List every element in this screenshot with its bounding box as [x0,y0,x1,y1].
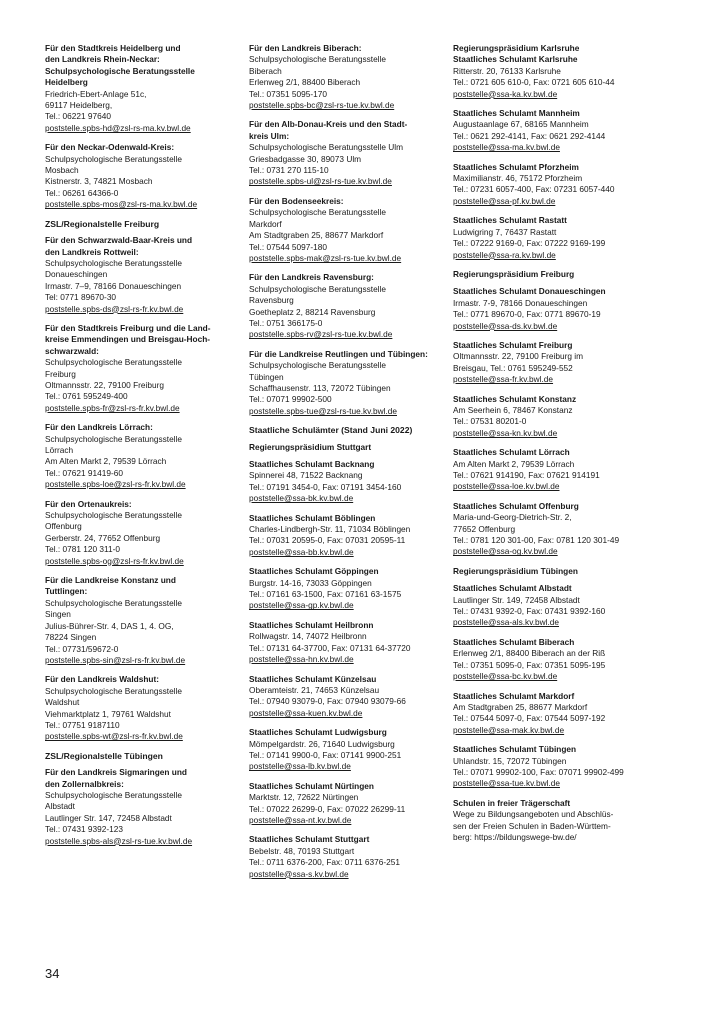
email-link[interactable]: poststelle.spbs-mos@zsl-rs-ma.kv.bwl.de [45,199,198,210]
entry-address: Schulpsychologische Beratungsstelle Albstadt Lautlinger Str. 147, 72458 Albstadt Tel.: 07431 9392-123 [45,789,182,835]
entry-title: Staatliches Schulamt Lörrach [453,447,570,458]
entry-title: Staatliches Schulamt Backnang [249,459,375,469]
contact-entry [249,781,434,827]
entry-address: Mömpelgardstr. 26, 71640 Ludwigsburg Tel.: 07141 9900-0, Fax: 07141 9900-251 [249,738,402,760]
entry-address: Wege zu Bildungsangeboten und Abschlüs- sen der Freien Schulen in Baden-Württem- berg: https://bildungswege-bw.de/ [453,809,614,842]
entry-address: Ludwigring 7, 76437 Rastatt Tel.: 07222 9169-0, Fax: 07222 9169-199 [453,226,606,249]
entry-address: Schulpsychologische Beratungsstelle Biberach Erlenweg 2/1, 88400 Biberach Tel.: 07351 5095-170 [249,54,386,99]
entry-address: Schulpsychologische Beratungsstelle Offenburg Gerberstr. 24, 77652 Offenburg Tel.: 0781 120 311-0 [45,510,182,555]
entry-title: Für die Landkreise Reutlingen und Tübingen: [249,348,428,359]
entry-address: Augustaanlage 67, 68165 Mannheim Tel.: 0621 292-4141, Fax: 0621 292-4144 [453,119,606,141]
column-1 [45,43,225,855]
entry-address: Oberamteistr. 21, 74653 Künzelsau Tel.: 07940 93079-0, Fax: 07940 93079-66 [249,684,406,707]
entry-title: Für den Landkreis Ravensburg: [249,272,374,283]
email-link[interactable]: poststelle@ssa-og.kv.bwl.de [453,546,558,557]
entry-address: Oltmannsstr. 22, 79100 Freiburg im Breisgau, Tel.: 0761 595249-552 [453,351,584,373]
email-link[interactable]: poststelle@ssa-loe.kv.bwl.de [453,481,560,492]
email-link[interactable]: poststelle.spbs-og@zsl-rs-fr.kv.bwl.de [45,555,184,566]
entry-title: Staatliches Schulamt Tübingen [453,744,577,755]
entry-address: Lautlinger Str. 149, 72458 Albstadt Tel.: 07431 9392-0, Fax: 07431 9392-160 [453,594,606,617]
email-link[interactable]: poststelle.spbs-ds@zsl-rs-fr.kv.bwl.de [45,303,184,314]
contact-entry [45,235,225,315]
entry-title: Für den Landkreis Biberach: [249,43,362,53]
email-link[interactable]: poststelle@ssa-tue.kv.bwl.de [453,778,560,789]
contact-entry [453,215,643,261]
entry-title: Staatliches Schulamt Markdorf [453,690,575,701]
page-number: 34 [45,966,60,981]
entry-title: Für den Landkreis Sigmaringen und den Zollernalbkreis: [45,767,187,789]
entry-address: Friedrich-Ebert-Anlage 51c, 69117 Heidelberg, Tel.: 06221 97640 [45,88,147,122]
entry-title: Staatliches Schulamt Biberach [453,636,575,647]
email-link[interactable]: poststelle@ssa-lb.kv.bwl.de [249,761,351,772]
entry-address: Rollwagstr. 14, 74072 Heilbronn Tel.: 07131 64-37700, Fax: 07131 64-37720 [249,631,411,653]
entry-title: Für den Alb-Donau-Kreis und den Stadt- kreis Ulm: [249,119,408,141]
contact-entry [453,108,643,154]
entry-address: Maria-und-Georg-Dietrich-Str. 2, 77652 Offenburg Tel.: 0781 120 301-00, Fax: 0781 120 301-49 [453,512,620,546]
email-link[interactable]: poststelle.spbs-ul@zsl-rs-tue.kv.bwl.de [249,176,392,187]
entry-address: Schulpsychologische Beratungsstelle Markdorf Am Stadtgraben 25, 88677 Markdorf Tel.: 07544 5097-180 [249,207,386,252]
email-link[interactable]: poststelle@ssa-ka.kv.bwl.de [453,88,558,99]
entry-title: Staatliches Schulamt Göppingen [249,566,379,577]
entry-title: Staatliches Schulamt Donaueschingen [453,286,606,297]
entry-title: Staatliches Schulamt Albstadt [453,583,572,594]
email-link[interactable]: poststelle.spbs-hd@zsl-rs-ma.kv.bwl.de [45,122,191,133]
contact-entry [453,286,643,332]
email-link[interactable]: poststelle@ssa-hn.kv.bwl.de [249,654,354,665]
entry-title: Staatliches Schulamt Nürtingen [249,780,374,791]
section-heading: ZSL/Regionalstelle Freiburg [45,218,160,229]
email-link[interactable]: poststelle.spbs-fr@zsl-rs-fr.kv.bwl.de [45,402,180,413]
entry-title: Regierungspräsidium Karlsruhe Staatliches Schulamt Karlsruhe [453,43,580,65]
entry-address: Spinnerei 48, 71522 Backnang Tel.: 07191 3454-0, Fax: 07191 3454-160 [249,470,402,492]
contact-entry [45,323,225,414]
contact-entry [249,674,434,720]
email-link[interactable]: poststelle@ssa-als.kv.bwl.de [453,617,560,628]
email-link[interactable]: poststelle@ssa-bk.kv.bwl.de [249,493,354,504]
entry-address: Schulpsychologische Beratungsstelle Tübingen Schaffhausenstr. 113, 72072 Tübingen Tel.: 07071 99902-500 [249,360,391,405]
email-link[interactable]: poststelle.spbs-als@zsl-rs-tue.kv.bwl.de [45,835,193,846]
contact-entry [453,583,643,629]
contact-entry [249,459,434,505]
email-link[interactable]: poststelle@ssa-kn.kv.bwl.de [453,427,558,438]
entry-title: Für den Ortenaukreis: [45,498,132,509]
email-link[interactable]: poststelle.spbs-wt@zsl-rs-fr.kv.bwl.de [45,731,183,742]
entry-address: Bebelstr. 48, 70193 Stuttgart Tel.: 0711 6376-200, Fax: 0711 6376-251 [249,845,400,868]
entry-address: Schulpsychologische Beratungsstelle Ravensburg Goetheplatz 2, 88214 Ravensburg Tel.: 0751 366175-0 [249,283,386,328]
contact-entry [453,744,643,790]
entry-title: Für den Stadtkreis Freiburg und die Land- kreise Emmendingen und Breisgau-Hoch- schwarzwald: [45,322,211,356]
entry-address: Irmastr. 7-9, 78166 Donaueschingen Tel.: 0771 89670-0, Fax: 0771 89670-19 [453,297,601,320]
entry-address: Maximilianstr. 46, 75172 Pforzheim Tel.: 07231 6057-400, Fax: 07231 6057-440 [453,173,615,195]
entry-title: Für die Landkreise Konstanz und Tuttlingen: [45,575,176,597]
contact-entry [249,834,434,880]
email-link[interactable]: poststelle.spbs-loe@zsl-rs-fr.kv.bwl.de [45,479,186,490]
contact-entry [453,447,643,493]
email-link[interactable]: poststelle@ssa-ds.kv.bwl.de [453,320,558,331]
contact-entry [45,422,225,490]
entry-title: Staatliches Schulamt Böblingen [249,512,376,523]
entry-address: Schulpsychologische Beratungsstelle Ulm Griesbadgasse 30, 89073 Ulm Tel.: 0731 270 115-10 [249,142,404,176]
region-heading: Regierungspräsidium Tübingen [453,565,578,576]
email-link[interactable]: poststelle@ssa-bb.kv.bwl.de [249,546,354,557]
region-heading: Regierungspräsidium Freiburg [453,268,575,279]
entry-address: Burgstr. 14-16, 73033 Göppingen Tel.: 07161 63-1500, Fax: 07161 63-1575 [249,577,402,600]
email-link[interactable]: poststelle.spbs-tue@zsl-rs-tue.kv.bwl.de [249,405,397,416]
entry-title: Für den Stadtkreis Heidelberg und den Landkreis Rhein-Neckar: Schulpsychologische Beratungsstelle Heidelberg [45,43,195,88]
entry-title: Staatliches Schulamt Künzelsau [249,673,377,684]
contact-entry [249,272,434,340]
entry-title: Für den Bodenseekreis: [249,195,344,206]
entry-address: Am Alten Markt 2, 79539 Lörrach Tel.: 07621 914190, Fax: 07621 914191 [453,458,600,480]
email-link[interactable]: poststelle@ssa-s.kv.bwl.de [249,868,349,879]
entry-title: Für den Landkreis Waldshut: [45,674,160,685]
region-heading: Regierungspräsidium Stuttgart [249,441,372,452]
contact-entry [249,620,434,666]
entry-title: Staatliches Schulamt Stuttgart [249,834,370,845]
email-link[interactable]: poststelle@ssa-bc.kv.bwl.de [453,671,558,682]
email-link[interactable]: poststelle.spbs-rv@zsl-rs-tue.kv.bwl.de [249,329,393,340]
email-link[interactable]: poststelle@ssa-ra.kv.bwl.de [453,249,556,260]
contact-entry [45,767,225,847]
entry-address: Am Seerhein 6, 78467 Konstanz Tel.: 07531 80201-0 [453,404,573,427]
entry-title: Staatliches Schulamt Mannheim [453,108,580,119]
contact-entry [453,162,643,208]
entry-title: Staatliches Schulamt Heilbronn [249,619,374,630]
contact-entry [453,394,643,440]
entry-title: Staatliches Schulamt Freiburg [453,339,573,350]
contact-entry [453,43,643,100]
contact-entry [249,513,434,559]
entry-address: Am Stadtgraben 25, 88677 Markdorf Tel.: 07544 5097-0, Fax: 07544 5097-192 [453,701,606,724]
entry-title: Staatliches Schulamt Rastatt [453,215,567,226]
contact-entry [45,575,225,666]
email-link[interactable]: poststelle.spbs-sin@zsl-rs-fr.kv.bwl.de [45,654,186,665]
contact-entry [453,501,643,558]
email-link[interactable]: poststelle@ssa-mak.kv.bwl.de [453,724,565,735]
email-link[interactable]: poststelle@ssa-gp.kv.bwl.de [249,600,354,611]
contact-entry [45,499,225,567]
contact-entry [249,727,434,773]
contact-entry [249,119,434,187]
contact-entry [249,566,434,612]
entry-address: Schulpsychologische Beratungsstelle Freiburg Oltmannsstr. 22, 79100 Freiburg Tel.: 0761 595249-400 [45,357,182,402]
email-link[interactable]: poststelle@ssa-pf.kv.bwl.de [453,195,556,206]
section-heading: Staatliche Schulämter (Stand Juni 2022) [249,425,413,436]
entry-address: Charles-Lindbergh-Str. 11, 71034 Böblingen Tel.: 07031 20595-0, Fax: 07031 20595-11 [249,524,411,546]
contact-entry [453,798,643,844]
entry-title: Staatliches Schulamt Konstanz [453,393,577,404]
entry-title: Für den Neckar-Odenwald-Kreis: [45,142,175,153]
entry-address: Schulpsychologische Beratungsstelle Donaueschingen Irmastr. 7–9, 78166 Donaueschingen Tel: 0771 89670-30 [45,257,182,303]
entry-title: Für den Schwarzwald-Baar-Kreis und den Landkreis Rottweil: [45,235,193,257]
entry-address: Ritterstr. 20, 76133 Karlsruhe Tel.: 0721 605 610-0, Fax: 0721 605 610-44 [453,65,615,88]
entry-address: Schulpsychologische Beratungsstelle Mosbach Kistnerstr. 3, 74821 Mosbach Tel.: 06261 64366-0 [45,153,182,198]
section-heading: ZSL/Regionalstelle Tübingen [45,750,163,761]
contact-entry [45,142,225,210]
entry-title: Schulen in freier Trägerschaft [453,797,571,808]
email-link[interactable]: poststelle.spbs-mak@zsl-rs-tue.kv.bwl.de [249,252,402,263]
entry-address: Schulpsychologische Beratungsstelle Waldshut Viehmarktplatz 1, 79761 Waldshut Tel.: 07751 9187110 [45,685,182,730]
email-link[interactable]: poststelle@ssa-ma.kv.bwl.de [453,142,560,153]
contact-entry [45,674,225,742]
entry-title: Staatliches Schulamt Offenburg [453,500,579,511]
entry-address: Erlenweg 2/1, 88400 Biberach an der Riß Tel.: 07351 5095-0, Fax: 07351 5095-195 [453,648,606,670]
contact-entry [249,196,434,264]
email-link[interactable]: poststelle.spbs-bc@zsl-rs-tue.kv.bwl.de [249,100,395,111]
contact-entry [249,43,434,111]
email-link[interactable]: poststelle@ssa-nt.kv.bwl.de [249,814,352,825]
contact-entry [45,43,225,134]
entry-title: Staatliches Schulamt Pforzheim [453,161,579,172]
email-link[interactable]: poststelle@ssa-fr.kv.bwl.de [453,374,554,385]
email-link[interactable]: poststelle@ssa-kuen.kv.bwl.de [249,707,363,718]
contact-entry [453,340,643,386]
entry-address: Schulpsychologische Beratungsstelle Lörrach Am Alten Markt 2, 79539 Lörrach Tel.: 07621 91419-60 [45,433,182,478]
entry-address: Uhlandstr. 15, 72072 Tübingen Tel.: 07071 99902-100, Fax: 07071 99902-499 [453,755,624,777]
entry-title: Staatliches Schulamt Ludwigsburg [249,727,387,738]
contact-entry [453,691,643,737]
column-3 [453,43,643,851]
entry-address: Marktstr. 12, 72622 Nürtingen Tel.: 07022 26299-0, Fax: 07022 26299-11 [249,792,406,814]
entry-title: Für den Landkreis Lörrach: [45,422,153,433]
contact-entry [453,637,643,683]
entry-address: Schulpsychologische Beratungsstelle Singen Julius-Bührer-Str. 4, DAS 1, 4. OG, 78224 Singen Tel.: 07731/59672-0 [45,597,182,654]
column-2 [249,43,434,888]
contact-entry [249,349,434,417]
